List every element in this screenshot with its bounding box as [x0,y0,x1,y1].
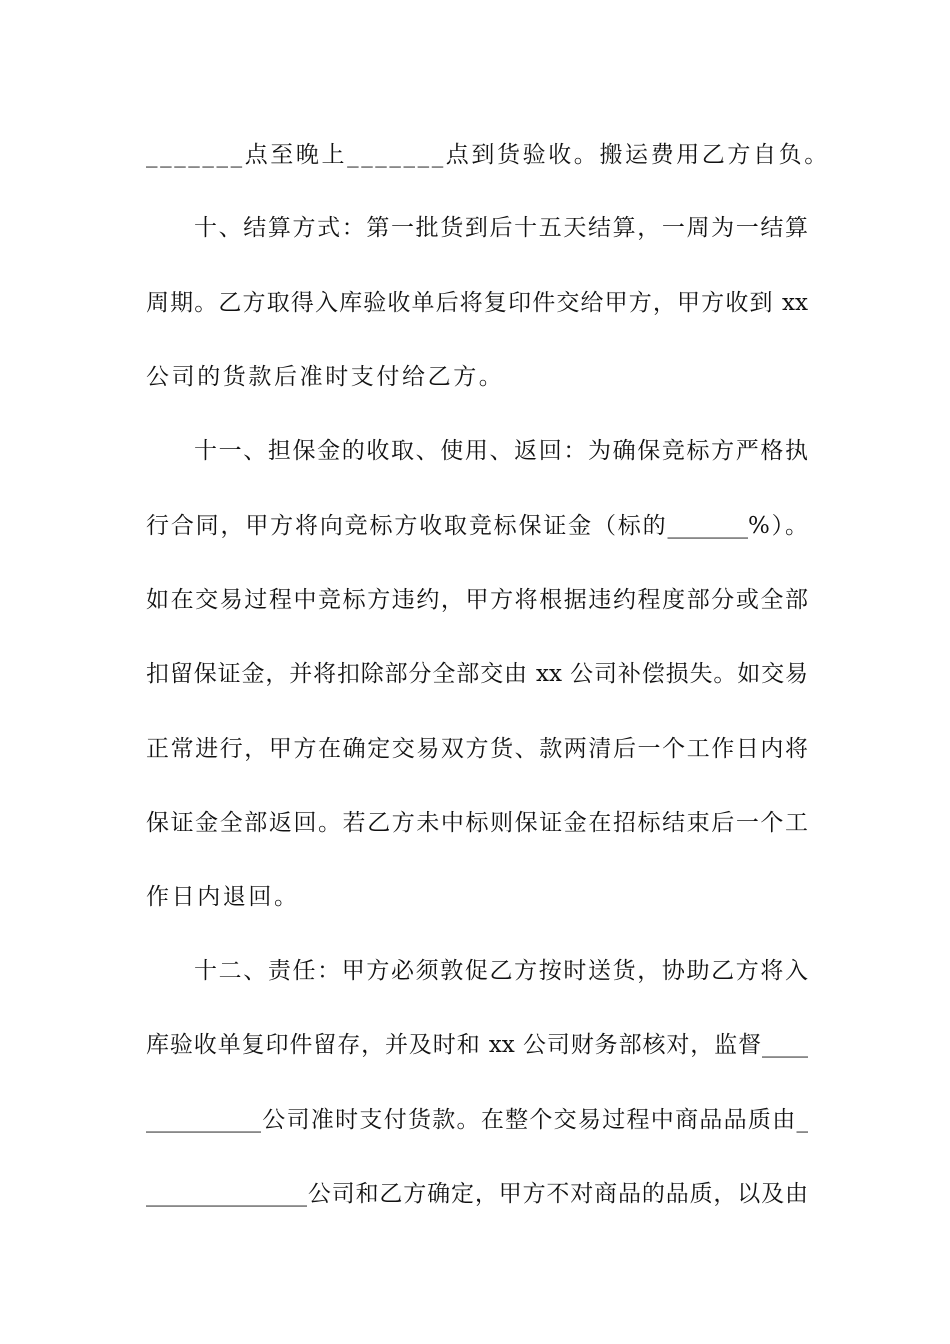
section-10-heading-line: 十、结算方式：第一批货到后十五天结算，一周为一结算 [194,215,808,241]
text-line-6: 行合同，甲方将向竞标方收取竞标保证金（标的_______%）。 [146,513,808,539]
text-line-3: 周期。乙方取得入库验收单后将复印件交给甲方，甲方收到 xx [146,290,808,316]
text-line-15: ______________公司和乙方确定，甲方不对商品的品质，以及由 [146,1181,808,1207]
text-line-8: 扣留保证金，并将扣除部分全部交由 xx 公司补偿损失。如交易 [146,661,808,687]
text-line-7: 如在交易过程中竞标方违约，甲方将根据违约程度部分或全部 [146,587,808,613]
text-line-14: __________公司准时支付货款。在整个交易过程中商品品质由_ [146,1107,808,1133]
text-line-9: 正常进行，甲方在确定交易双方货、款两清后一个工作日内将 [146,736,808,762]
text-line-4: 公司的货款后准时支付给乙方。 [146,364,505,390]
text-line-11: 作日内退回。 [146,884,300,910]
text-line-13: 库验收单复印件留存，并及时和 xx 公司财务部核对，监督____ [146,1032,808,1058]
section-12-heading-line: 十二、责任：甲方必须敦促乙方按时送货，协助乙方将入 [194,958,808,984]
section-11-heading-line: 十一、担保金的收取、使用、返回：为确保竞标方严格执 [194,438,808,464]
text-line-10: 保证金全部返回。若乙方未中标则保证金在招标结束后一个工 [146,810,808,836]
text-line-1: _______点至晚上_______点到货验收。搬运费用乙方自负。 [146,142,830,168]
